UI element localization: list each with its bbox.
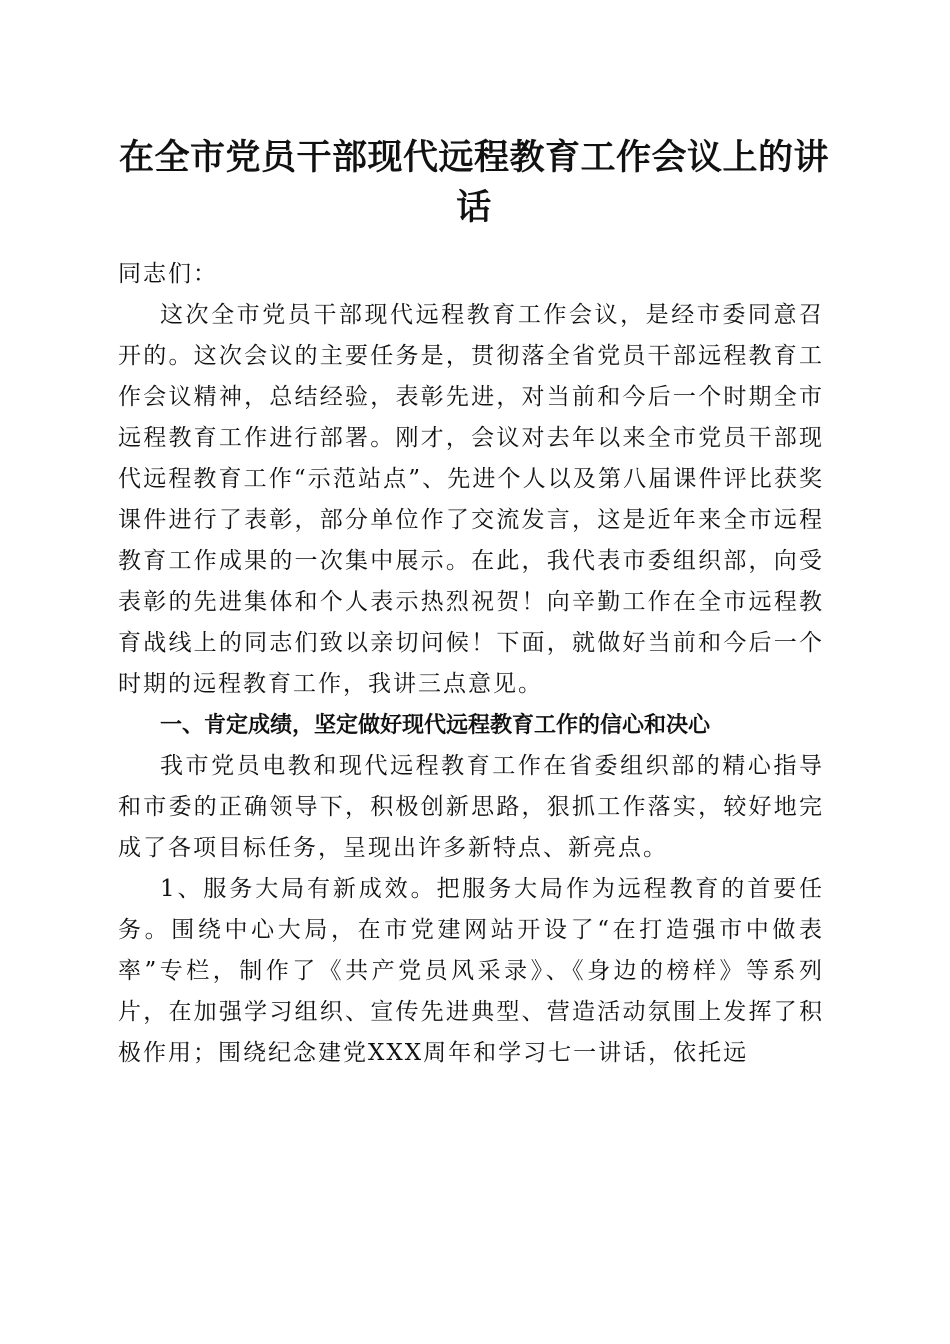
paragraph-service-overall: 1、服务大局有新成效。把服务大局作为远程教育的首要任务。围绕中心大局，在市党建网站开设了“在打造强市中做表率”专栏，制作了《共产党员风采录》、《身边的榜样》等系列片，在加强学习组织、宣传先进典型、营造活动氛围上发挥了积极作用；围绕纪念建党XXX周年和学习七一讲话，依托远 — [118, 876, 824, 1066]
document-title: 在全市党员干部现代远程教育工作会议上的讲话 — [118, 137, 829, 228]
salutation: 同志们： — [118, 261, 218, 287]
document-body — [118, 254, 824, 1074]
paragraph-achievements: 我市党员电教和现代远程教育工作在省委组织部的精心指导和市委的正确领导下，积极创新思路，狠抓工作落实，较好地完成了各项目标任务，呈现出许多新特点、新亮点。 — [118, 753, 824, 861]
paragraph-intro: 这次全市党员干部现代远程教育工作会议，是经市委同意召开的。这次会议的主要任务是，贯彻落全省党员干部远程教育工作会议精神，总结经验，表彰先进，对当前和今后一个时期全市远程教育工作进行部署。刚才，会议对去年以来全市党员干部现代远程教育工作“示范站点”、先进个人以及第八届课件评比获奖课件进行了表彰，部分单位作了交流发言，这是近年来全市远程教育工作成果的一次集中展示。在此，我代表市委组织部，向受表彰的先进集体和个人表示热烈祝贺！向辛勤工作在全市远程教育战线上的同志们致以亲切问候！下面，就做好当前和今后一个时期的远程教育工作，我讲三点意见。 — [118, 302, 824, 697]
section-heading-1: 一、肯定成绩，坚定做好现代远程教育工作的信心和决心 — [160, 713, 711, 738]
